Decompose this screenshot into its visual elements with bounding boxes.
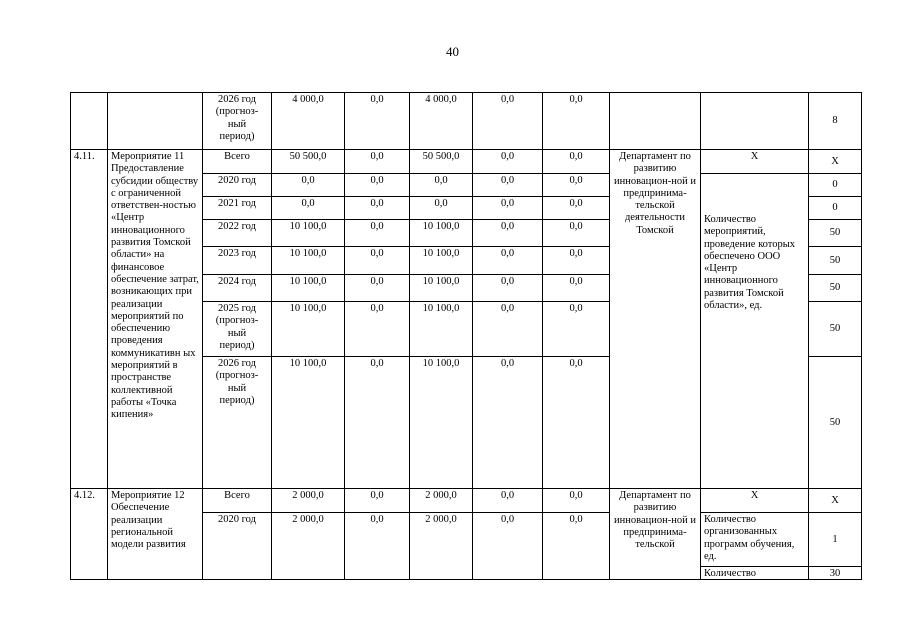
value-cell: 0,0	[543, 220, 610, 247]
target-cell: 50	[809, 275, 862, 302]
year-cell: 2026 год (прогноз- ный период)	[203, 93, 272, 150]
target-cell: 0	[809, 197, 862, 220]
value-cell: 50 500,0	[410, 150, 473, 174]
target-cell: Х	[809, 150, 862, 174]
value-cell: 0,0	[410, 197, 473, 220]
target-cell: 50	[809, 247, 862, 275]
year-cell: Всего	[203, 150, 272, 174]
indicator-cell: Количество организованных программ обучения, ед.	[701, 513, 809, 567]
year-cell: 2025 год (прогноз- ный период)	[203, 302, 272, 357]
indicator-cell	[701, 93, 809, 150]
value-cell: 0,0	[345, 357, 410, 489]
value-cell: 0,0	[473, 150, 543, 174]
program-table	[70, 92, 862, 580]
year-cell: 2022 год	[203, 220, 272, 247]
value-cell: 0,0	[543, 513, 610, 580]
number-cell	[71, 93, 108, 150]
executor-cell: Департамент по развитию инновацион-ной и предпринима-тельской	[610, 489, 701, 580]
value-cell: 2 000,0	[272, 489, 345, 513]
executor-cell	[610, 93, 701, 150]
value-cell: 0,0	[473, 275, 543, 302]
value-cell: 0,0	[543, 302, 610, 357]
value-cell: 0,0	[543, 357, 610, 489]
value-cell: 2 000,0	[410, 489, 473, 513]
value-cell: 0,0	[543, 93, 610, 150]
value-cell: 0,0	[345, 302, 410, 357]
value-cell: 0,0	[473, 93, 543, 150]
item-number: 4.12.	[71, 489, 108, 580]
indicator-cell: Количество	[701, 567, 809, 580]
value-cell: 0,0	[345, 220, 410, 247]
value-cell: 10 100,0	[410, 220, 473, 247]
indicator-cell: Х	[701, 489, 809, 513]
item-name: Мероприятие 12 Обеспечение реализации региональной модели развития	[108, 489, 203, 580]
value-cell: 10 100,0	[272, 247, 345, 275]
value-cell: 0,0	[543, 197, 610, 220]
target-cell: 30	[809, 567, 862, 580]
value-cell: 0,0	[473, 357, 543, 489]
value-cell: 0,0	[272, 174, 345, 197]
target-cell: Х	[809, 489, 862, 513]
year-cell: 2026 год (прогноз- ный период)	[203, 357, 272, 489]
value-cell: 10 100,0	[272, 275, 345, 302]
value-cell: 4 000,0	[272, 93, 345, 150]
value-cell: 0,0	[543, 275, 610, 302]
year-cell: 2020 год	[203, 513, 272, 580]
table-row	[71, 150, 862, 174]
value-cell: 0,0	[543, 150, 610, 174]
value-cell: 0,0	[345, 489, 410, 513]
value-cell: 0,0	[345, 275, 410, 302]
year-cell: 2020 год	[203, 174, 272, 197]
value-cell: 4 000,0	[410, 93, 473, 150]
target-cell: 50	[809, 220, 862, 247]
value-cell: 0,0	[473, 174, 543, 197]
value-cell: 0,0	[543, 247, 610, 275]
table-row	[71, 489, 862, 513]
value-cell: 0,0	[410, 174, 473, 197]
target-cell: 8	[809, 93, 862, 150]
year-cell: Всего	[203, 489, 272, 513]
value-cell: 0,0	[473, 220, 543, 247]
value-cell: 2 000,0	[410, 513, 473, 580]
value-cell: 10 100,0	[410, 275, 473, 302]
value-cell: 10 100,0	[410, 247, 473, 275]
value-cell: 2 000,0	[272, 513, 345, 580]
value-cell: 0,0	[473, 302, 543, 357]
value-cell: 10 100,0	[272, 357, 345, 489]
value-cell: 0,0	[543, 489, 610, 513]
value-cell: 0,0	[543, 174, 610, 197]
value-cell: 10 100,0	[272, 302, 345, 357]
target-cell: 50	[809, 302, 862, 357]
value-cell: 50 500,0	[272, 150, 345, 174]
value-cell: 10 100,0	[272, 220, 345, 247]
item-name: Мероприятие 11 Предоставление субсидии обществу с ограниченной ответствен-ностью «Центр инновационного развития Томской области» на финансовое обеспечение затрат, возникающих при реализации мероприятий по обеспечению проведения коммуникативн ых мероприятий в пространстве коллективной работы «Точка кипения»	[108, 150, 203, 489]
year-cell: 2023 год	[203, 247, 272, 275]
target-cell: 1	[809, 513, 862, 567]
value-cell: 0,0	[345, 93, 410, 150]
target-cell: 50	[809, 357, 862, 489]
value-cell: 0,0	[272, 197, 345, 220]
value-cell: 0,0	[345, 150, 410, 174]
value-cell: 0,0	[473, 247, 543, 275]
table-row	[71, 93, 862, 150]
value-cell: 0,0	[345, 247, 410, 275]
value-cell: 10 100,0	[410, 357, 473, 489]
value-cell: 0,0	[473, 197, 543, 220]
indicator-cell: Х	[701, 150, 809, 174]
value-cell: 0,0	[473, 489, 543, 513]
value-cell: 0,0	[345, 174, 410, 197]
executor-cell: Департамент по развитию инновацион-ной и предпринима-тельской деятельности Томской	[610, 150, 701, 489]
value-cell: 0,0	[473, 513, 543, 580]
year-cell: 2021 год	[203, 197, 272, 220]
value-cell: 0,0	[345, 197, 410, 220]
page-number: 40	[446, 44, 459, 59]
item-number: 4.11.	[71, 150, 108, 489]
name-cell	[108, 93, 203, 150]
year-cell: 2024 год	[203, 275, 272, 302]
target-cell: 0	[809, 174, 862, 197]
indicator-cell: Количество мероприятий, проведение которых обеспечено ООО «Центр инновационного развития Томской области», ед.	[701, 174, 809, 489]
value-cell: 0,0	[345, 513, 410, 580]
value-cell: 10 100,0	[410, 302, 473, 357]
